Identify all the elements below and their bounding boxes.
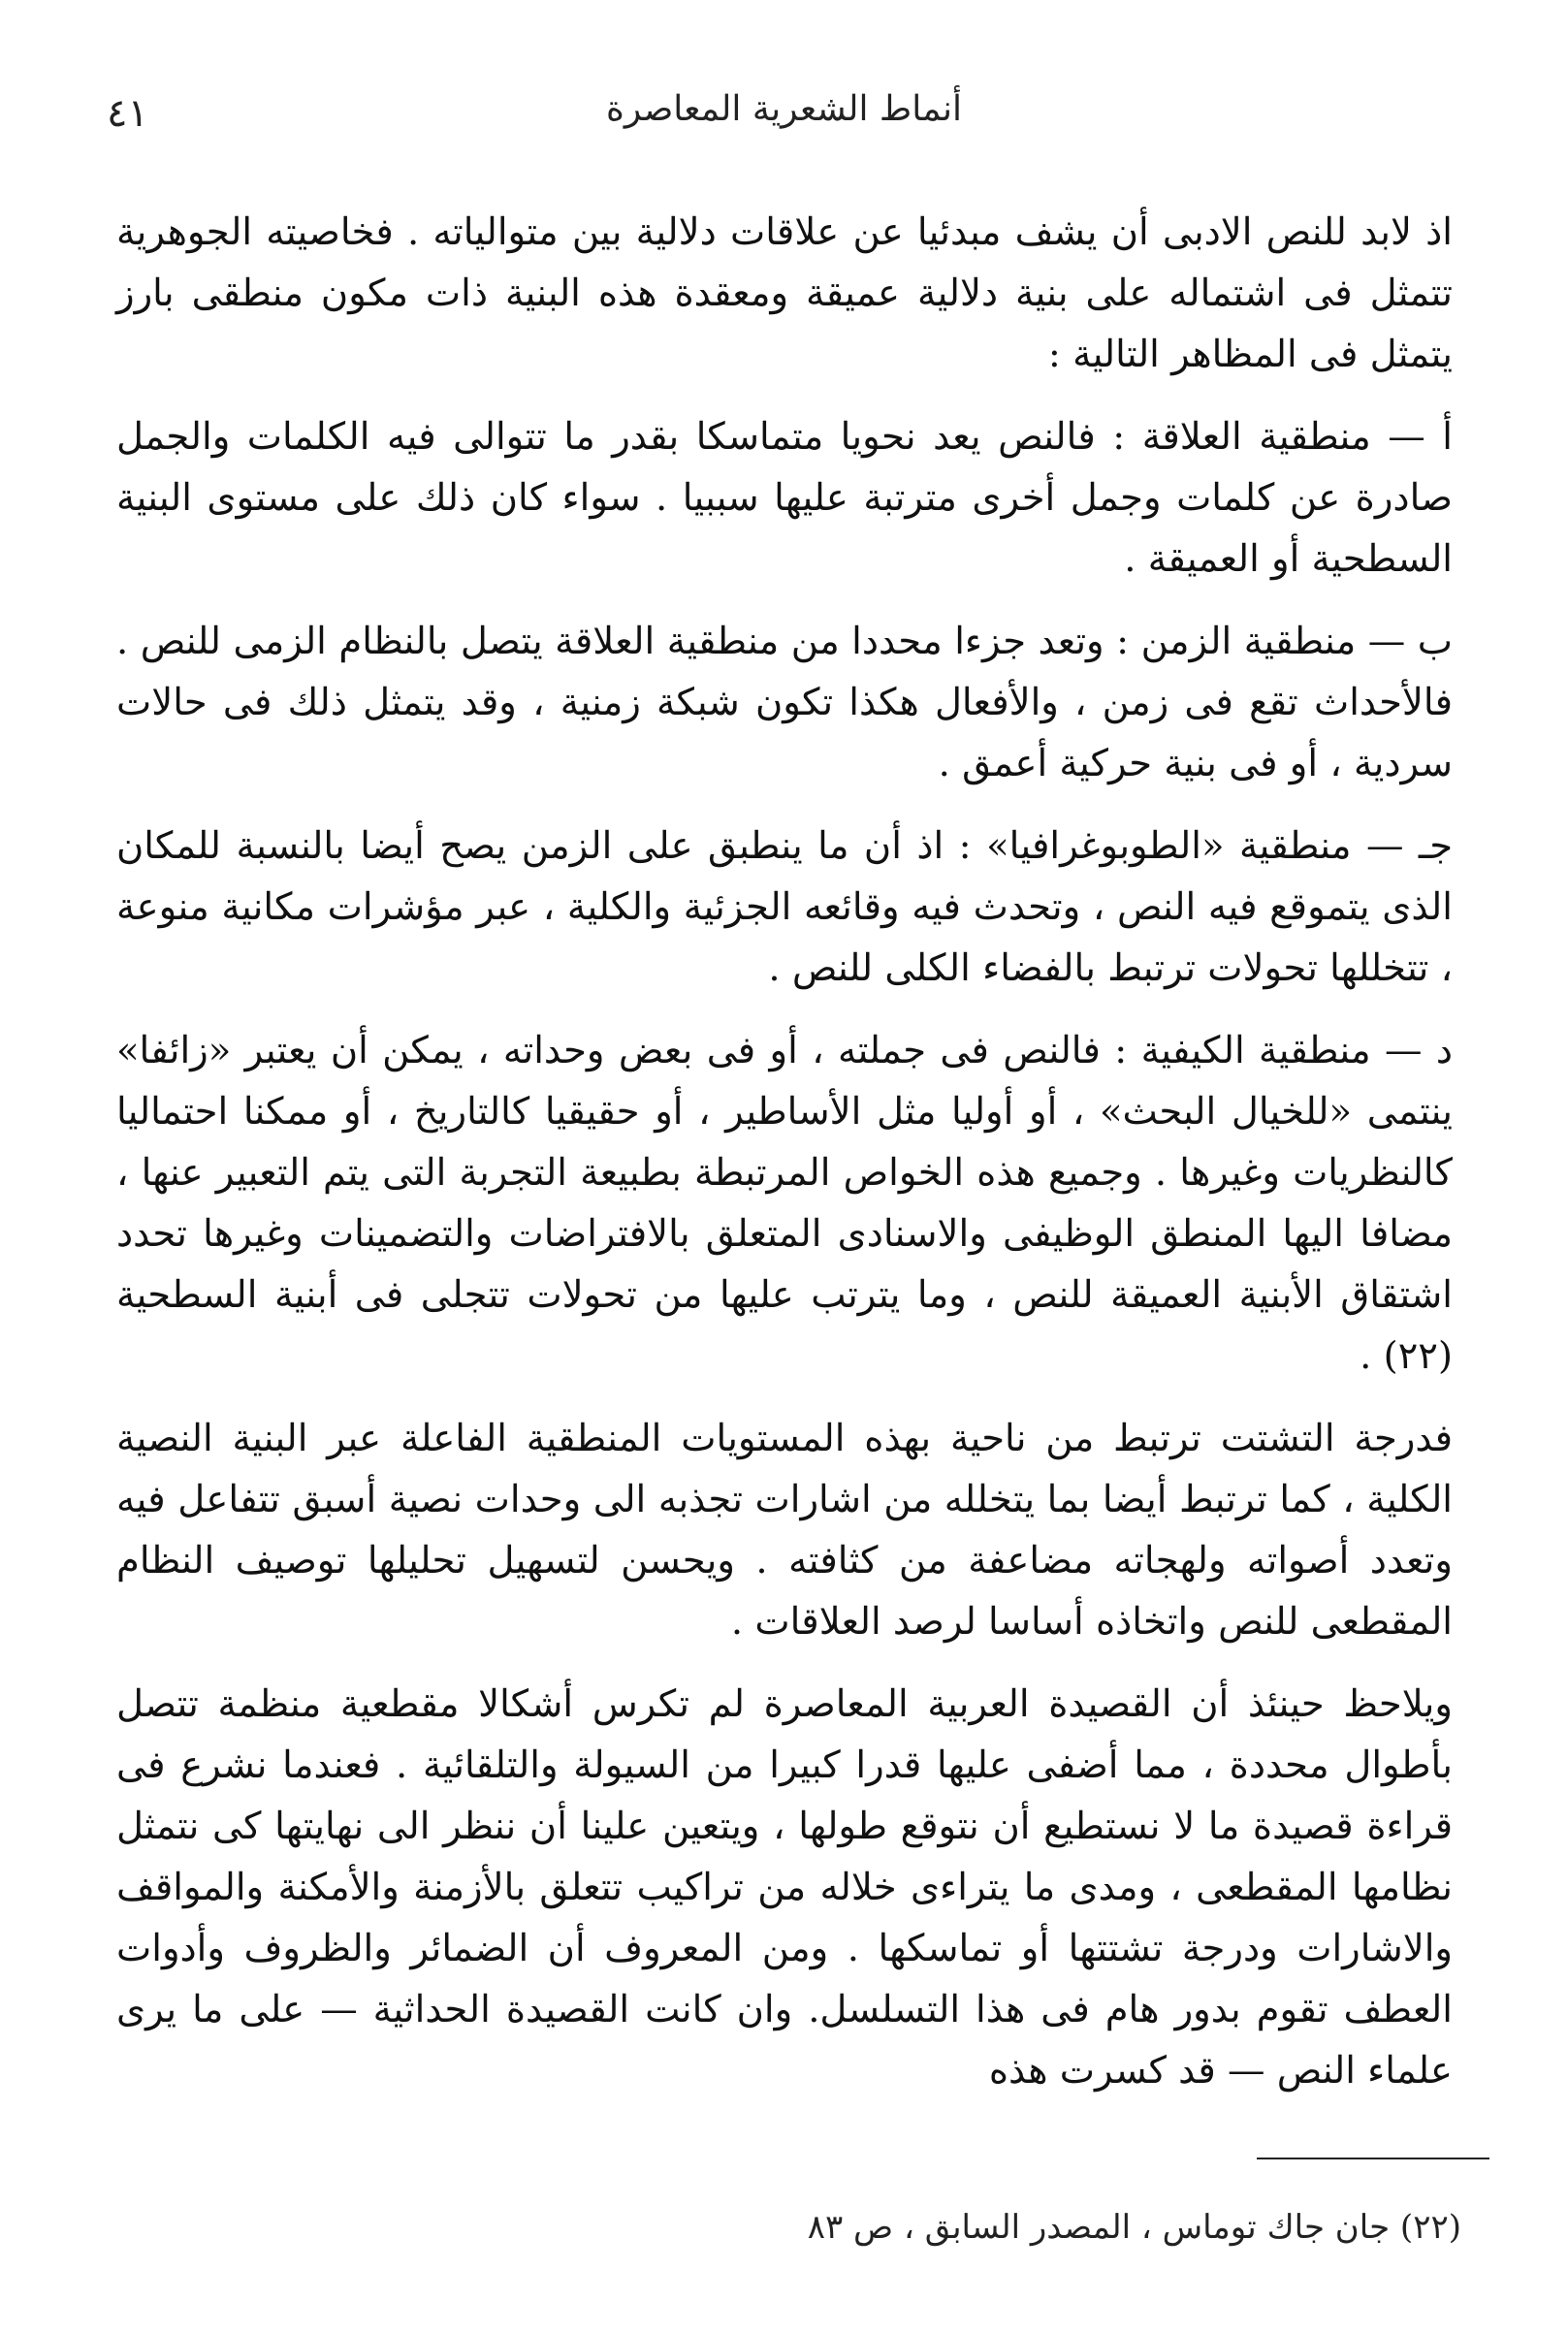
footnote: (٢٢) جان جاك توماس ، المصدر السابق ، ص ٨٣ [807,2208,1461,2247]
paragraph-relation-logic: أ — منطقية العلاقة : فالنص يعد نحويا متماسكا بقدر ما تتوالى فيه الكلمات والجمل صادرة عن كلمات وجمل أخرى مترتبة عليها سببيا . سواء كان ذلك على مستوى البنية السطحية أو العميقة . [116,415,1453,581]
footnote-divider [1257,2158,1489,2159]
page-number: ٤١ [107,91,148,136]
running-header [107,89,1461,147]
paragraph-dispersion: فدرجة التشتت ترتبط من ناحية بهذه المستويات المنطقية الفاعلة عبر البنية النصية الكلية ، كما ترتبط أيضا بما يتخلله من اشارات تجذبه الى وحدات نصية أسبق تتفاعل فيه وتعدد أصواته ولهجاته مضاعفة من كثافته . ويحسن لتسهيل تحليلها توصيف النظام المقطعى للنص واتخاذه أساسا لرصد العلاقات . [116,1417,1453,1644]
paragraph-intro: اذ لابد للنص الادبى أن يشف مبدئيا عن علاقات دلالية بين متوالياته . فخاصيته الجوهرية تتمثل فى اشتماله على بنية دلالية عميقة ومعقدة هذه البنية ذات مكون منطقى بارز يتمثل فى المظاهر التالية : [116,210,1453,376]
paragraph-time-logic: ب — منطقية الزمن : وتعد جزءا محددا من منطقية العلاقة يتصل بالنظام الزمى للنص . فالأحداث تقع فى زمن ، والأفعال هكذا تكون شبكة زمنية ، وقد يتمثل ذلك فى حالات سردية ، أو فى بنية حركية أعمق . [116,620,1453,785]
paragraph-modern-poem: ويلاحظ حينئذ أن القصيدة العربية المعاصرة لم تكرس أشكالا مقطعية منظمة تتصل بأطوال محددة ، مما أضفى عليها قدرا كبيرا من السيولة والتلقائية . فعندما نشرع فى قراءة قصيدة ما لا نستطيع أن نتوقع طولها ، ويتعين علينا أن ننظر الى نهايتها كى نتمثل نظامها المقطعى ، ومدى ما يتراءى خلاله من تراكيب تتعلق بالأزمنة والأمكنة والمواقف والاشارات ودرجة تشتتها أو تماسكها . ومن المعروف أن الضمائر والظروف وأدوات العطف تقوم بدور هام فى هذا التسلسل. وان كانت القصيدة الحداثية — على ما يرى علماء النص — قد كسرت هذه [116,1682,1453,2093]
paragraph-topography-logic: جـ — منطقية «الطوبوغرافيا» : اذ أن ما ينطبق على الزمن يصح أيضا بالنسبة للمكان الذى يتموقع فيه النص ، وتحدث فيه وقائعه الجزئية والكلية ، عبر مؤشرات مكانية منوعة ، تتخللها تحولات ترتبط بالفضاء الكلى للنص . [116,824,1453,990]
paragraph-modality-logic: د — منطقية الكيفية : فالنص فى جملته ، أو فى بعض وحداته ، يمكن أن يعتبر «زائفا» ينتمى «للخيال البحث» ، أو أوليا مثل الأساطير ، أو حقيقيا كالتاريخ ، أو ممكنا احتماليا كالنظريات وغيرها . وجميع هذه الخواص المرتبطة بطبيعة التجربة التى يتم التعبير عنها ، مضافا اليها المنطق الوظيفى والاسنادى المتعلق بالافتراضات والتضمينات وغيرها تحدد اشتقاق الأبنية العميقة للنص ، وما يترتب عليها من تحولات تتجلى فى أبنية السطحية (٢٢) . [116,1029,1453,1378]
body-text [116,202,1453,2123]
running-title: أنماط الشعرية المعاصرة [605,89,963,129]
